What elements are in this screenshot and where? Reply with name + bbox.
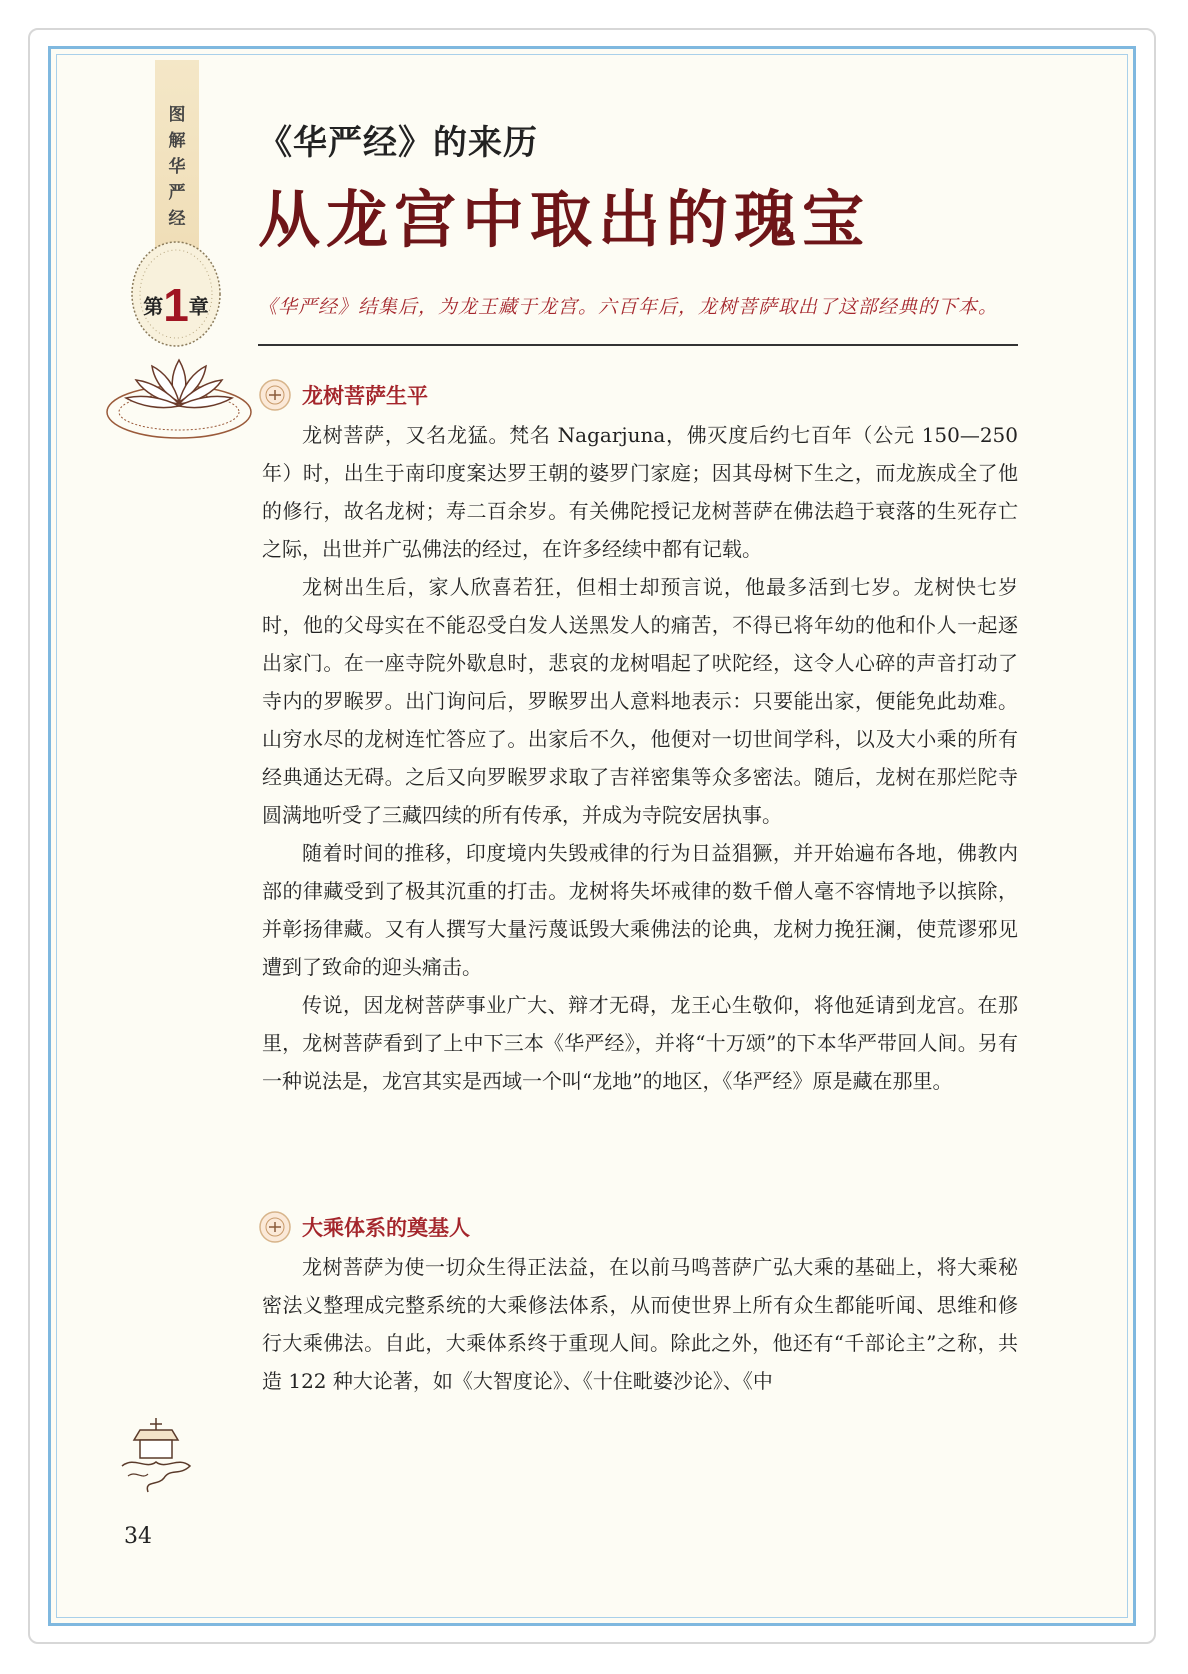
page-title: 从龙宫中取出的瑰宝 — [258, 183, 871, 256]
intro-text: 《华严经》结集后，为龙王藏于龙宫。六百年后，龙树菩萨取出了这部经典的下本。 — [258, 296, 999, 318]
paragraph: 随着时间的推移，印度境内失毁戒律的行为日益猖獗，并开始遍布各地，佛教内部的律藏受到了极其沉重的打击。龙树将失坏戒律的数千僧人毫不容情地予以摈除，并彰扬律藏。又有人撰写大量污蔑诋毁大乘佛法的论典，龙树力挽狂澜，使荒谬邪见遭到了致命的迎头痛击。 — [262, 841, 1018, 979]
chapter-prefix: 第 — [143, 294, 164, 319]
title-divider — [258, 344, 1018, 346]
chapter-number: 1 — [163, 279, 189, 331]
dharma-wheel-icon — [258, 378, 292, 412]
paragraph: 龙树出生后，家人欣喜若狂，但相士却预言说，他最多活到七岁。龙树快七岁时，他的父母实在不能忍受白发人送黑发人的痛苦，不得已将年幼的他和仆人一起逐出家门。在一座寺院外歇息时，悲哀的龙树唱起了吠陀经，这令人心碎的声音打动了寺内的罗睺罗。出门询问后，罗睺罗出人意料地表示：只要能出家，便能免此劫难。山穷水尽的龙树连忙答应了。出家后不久，他便对一切世间学科，以及大小乘的所有经典通达无碍。之后又向罗睺罗求取了吉祥密集等众多密法。随后，龙树在那烂陀寺圆满地听受了三藏四续的所有传承，并成为寺院安居执事。 — [262, 575, 1018, 827]
section-heading — [258, 378, 428, 412]
book-title-vertical: 图解华严经 — [168, 105, 186, 229]
section-body — [262, 1248, 1018, 1400]
lotus-icon — [104, 340, 254, 450]
page-number: 34 — [124, 1524, 152, 1549]
page-subtitle: 《华严经》的来历 — [258, 123, 538, 163]
paragraph: 传说，因龙树菩萨事业广大、辩才无碍，龙王心生敬仰，将他延请到龙宫。在那里，龙树菩萨看到了上中下三本《华严经》，并将“十万颂”的下本华严带回人间。另有一种说法是，龙宫其实是西域一个叫“龙地”的地区，《华严经》原是藏在那里。 — [262, 993, 1018, 1093]
temple-ornament-icon — [114, 1410, 198, 1496]
paragraph: 龙树菩萨，又名龙猛。梵名 Nagarjuna，佛灭度后约七百年（公元 150—250 年）时，出生于南印度案达罗王朝的婆罗门家庭；因其母树下生之，而龙族成全了他的修行，故名龙树；寿二百余岁。有关佛陀授记龙树菩萨在佛法趋于衰落的生死存亡之际，出世并广弘佛法的经过，在许多经续中都有记载。 — [262, 423, 1018, 561]
chapter-suffix: 章 — [188, 294, 209, 319]
section-body — [262, 416, 1018, 1100]
section-title: 大乘体系的奠基人 — [302, 1216, 470, 1240]
chapter-label — [130, 278, 222, 332]
section-title: 龙树菩萨生平 — [302, 384, 428, 408]
paragraph: 龙树菩萨为使一切众生得正法益，在以前马鸣菩萨广弘大乘的基础上，将大乘秘密法义整理成完整系统的大乘修法体系，从而使世界上所有众生都能听闻、思维和修行大乘佛法。自此，大乘体系终于重现人间。除此之外，他还有“千部论主”之称，共造 122 种大论著，如《大智度论》、《十住毗婆沙论》、《中 — [262, 1255, 1018, 1393]
dharma-wheel-icon — [258, 1210, 292, 1244]
section-heading — [258, 1210, 470, 1244]
